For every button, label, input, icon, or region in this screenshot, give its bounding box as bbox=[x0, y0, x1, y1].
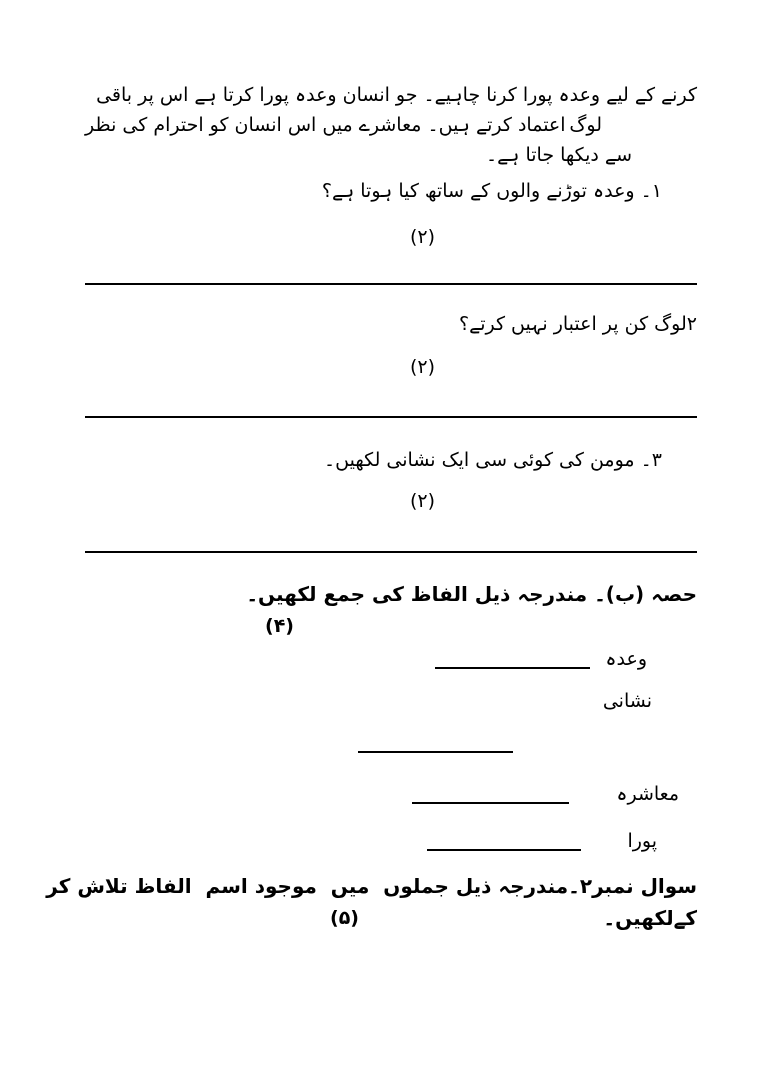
question-2-text: ۲لوگ کن پر اعتبار نہیں کرتے؟ bbox=[458, 313, 697, 335]
question-3 bbox=[85, 447, 697, 475]
answer-divider-line-1 bbox=[85, 283, 697, 285]
plural-row-wada bbox=[85, 646, 697, 674]
question-3-text: ۳۔ مومن کی کوئی سی ایک نشانی لکھیں۔ bbox=[324, 449, 662, 471]
paragraph-line-3 bbox=[85, 142, 697, 170]
paragraph-line-2 bbox=[85, 112, 697, 140]
section-b-heading bbox=[85, 580, 697, 609]
plural-row-muashara bbox=[85, 781, 697, 809]
word-line-gap bbox=[581, 855, 627, 856]
question-2 bbox=[85, 311, 697, 339]
plural-word-nishani: نشانی bbox=[602, 690, 652, 712]
section-b-marks: (۴) bbox=[265, 615, 294, 637]
paragraph-text: کرنے کے لیے وعدہ پورا کرنا چاہیے۔ جو انسان وعدہ پورا کرتا ہے اس پر باقی bbox=[96, 84, 697, 106]
plural-row-nishani bbox=[85, 688, 697, 716]
paragraph-text: اعتماد کرتے ہیں۔ معاشرے میں اس انسان کو احترام کی نظر bbox=[85, 114, 566, 136]
question-1-marks: (۲) bbox=[410, 226, 436, 248]
plural-row-poora bbox=[85, 828, 697, 856]
tab-gap bbox=[566, 139, 570, 140]
plural-word-wada: وعدہ bbox=[605, 648, 647, 670]
answer-divider-line-3 bbox=[85, 551, 697, 553]
answer-divider-line-2 bbox=[85, 416, 697, 418]
section-b-heading-text: حصہ (ب)۔ مندرجہ ذیل الفاظ کی جمع لکھیں۔ bbox=[246, 582, 697, 606]
question-2-marks: (۲) bbox=[410, 356, 436, 378]
plural-word-poora: پورا bbox=[627, 830, 657, 852]
answer-blank-line bbox=[412, 801, 569, 804]
paragraph-word: لوگ bbox=[569, 114, 602, 136]
question-number-2-instruction: مندرجہ ذیل جملوں میں موجود اسم الفاظ تلاش کر bbox=[46, 874, 569, 898]
paragraph-line-1 bbox=[85, 82, 697, 110]
question-3-marks: (۲) bbox=[410, 490, 436, 512]
page-content bbox=[46, 0, 697, 1086]
question-number-2-label: سوال نمبر۲۔ bbox=[568, 874, 697, 898]
question-number-2-continuation-text: کےلکھیں۔ bbox=[603, 906, 697, 930]
answer-blank-line bbox=[358, 751, 513, 753]
question-1-text: ۱۔ وعدہ توڑنے والوں کے ساتھ کیا ہوتا ہے؟ bbox=[321, 180, 662, 202]
question-number-2-header bbox=[46, 872, 697, 901]
question-1 bbox=[85, 178, 697, 206]
word-line-gap bbox=[569, 808, 616, 809]
answer-blank-line bbox=[427, 848, 581, 851]
word-line-gap bbox=[590, 673, 605, 674]
answer-blank-line bbox=[435, 666, 590, 669]
question-number-2-continuation bbox=[85, 904, 697, 933]
question-number-2-marks: (۵) bbox=[330, 907, 359, 929]
plural-word-muashara: معاشرہ bbox=[616, 783, 679, 805]
paragraph-text: سے دیکھا جاتا ہے۔ bbox=[486, 144, 632, 166]
